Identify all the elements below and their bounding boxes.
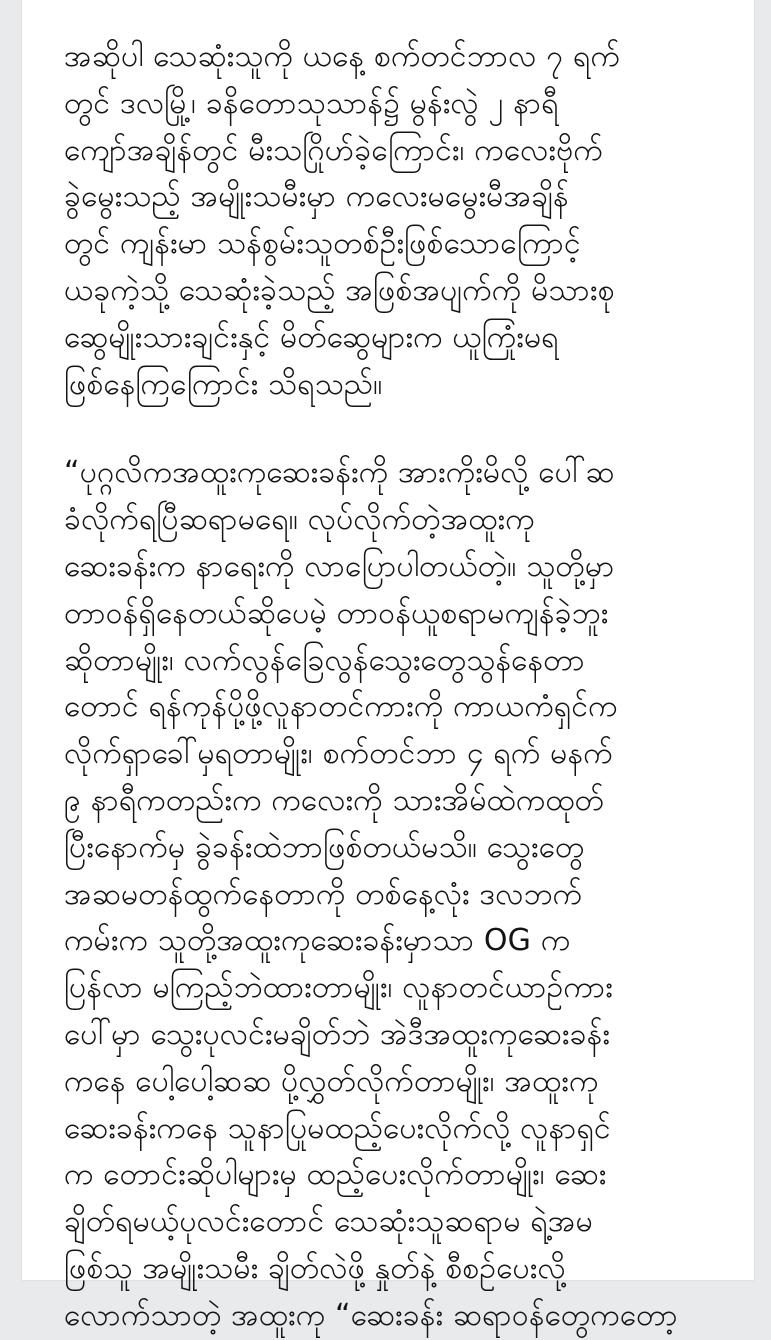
text-line: လောက်သာတဲ့ အထူးကု “ဆေးခန်း ဆရာဝန်တွေကတော့ bbox=[64, 1297, 678, 1333]
text-line: ကမ်းက သူတို့အထူးကုဆေးခန်းမှာသာ OG က bbox=[64, 923, 571, 959]
text-line: အဆမတန်ထွက်နေတာကို တစ်နေ့လုံး ဒလဘက် bbox=[64, 876, 583, 912]
text-line: လိုက်ရှာခေါ်မှရတာမျိုး၊ စက်တင်ဘာ ၄ ရက် မနက် bbox=[64, 736, 613, 772]
text-line: အဆိုပါ သေဆုံးသူကို ယနေ့ စက်တင်ဘာလ ၇ ရက် bbox=[64, 39, 621, 74]
text-line: က တောင်းဆိုပါများမှ ထည့်ပေးလိုက်တာမျိုး၊ ဆေး bbox=[64, 1157, 607, 1193]
text-line: ဆေးခန်းက နာရေးကို လာပြောပါတယ်တဲ့။ သူတို့မှာ bbox=[64, 548, 615, 584]
text-line: တွင် ကျန်းမာ သန်စွမ်းသူတစ်ဦးဖြစ်သောကြောင့် bbox=[64, 226, 581, 262]
paragraph-2 bbox=[64, 450, 744, 1339]
text-line: ယခုကဲ့သို့ သေဆုံးခဲ့သည့် အဖြစ်အပျက်ကို မိသားစု bbox=[64, 272, 615, 308]
text-line: ဆေးခန်းကနေ သူနာပြုမထည့်ပေးလိုက်လို့ လူနာရှင် bbox=[64, 1110, 611, 1146]
document-page bbox=[22, 0, 754, 1333]
text-line: “ပုဂ္ဂလိကအထူးကုဆေးခန်းကို အားကိုးမိလို့ ပေါ်ဆ bbox=[64, 455, 615, 491]
text-line: ပြန်လာ မကြည့်ဘဲထားတာမျိုး၊ လူနာတင်ယာဉ်ကား bbox=[64, 970, 613, 1006]
text-line: ပြီးနောက်မှ ခွဲခန်းထဲဘာဖြစ်တယ်မသိ။ သွေးတွေ bbox=[64, 829, 585, 865]
text-line: ကနေ ပေါ့ပေါ့ဆဆ ပို့လွှတ်လိုက်တာမျိုး၊ အထူးကု bbox=[64, 1063, 599, 1099]
text-line: ခံလိုက်ရပြီဆရာမရေ။ လုပ်လိုက်တဲ့အထူးကု bbox=[64, 502, 535, 538]
text-line: တောင် ရန်ကုန်ပို့ဖို့လူနာတင်ကားကို ကာယကံရှင်က bbox=[64, 689, 618, 725]
text-line: ဖြစ်သူ အမျိုးသမီး ချိတ်လဲဖို့ နှုတ်နဲ့ စီစဉ်ပေးလို့ bbox=[64, 1250, 566, 1286]
text-line: ချိတ်ရမယ့်ပုလင်းတောင် သေဆုံးသူဆရာမ ရဲ့အမ bbox=[64, 1204, 593, 1240]
text-line: ဖြစ်နေကြကြောင်း သိရသည်။ bbox=[64, 366, 383, 402]
text-line: ဆိုတာမျိုး၊ လက်လွန်ခြေလွန်သွေးတွေသွန်နေတာ bbox=[64, 642, 585, 678]
text-line: ၉ နာရီကတည်းက ကလေးကို သားအိမ်ထဲကထုတ် bbox=[64, 782, 605, 818]
paragraph-1 bbox=[64, 34, 744, 408]
text-line: ဆွေမျိုးသားချင်းနှင့် မိတ်ဆွေများက ယူကြုံးမရ bbox=[64, 319, 559, 355]
text-line: တာဝန်ရှိနေတယ်ဆိုပေမဲ့ တာဝန်ယူစရာမကျန်ခဲ့ဘူး bbox=[64, 595, 609, 631]
text-line: ပေါ်မှာ သွေးပုလင်းမချိတ်ဘဲ အဲဒီအထူးကုဆေးခန်း bbox=[64, 1016, 611, 1052]
text-line: ခွဲမွေးသည့် အမျိုးသမီးမှာ ကလေးမမွေးမီအချိန် bbox=[64, 179, 569, 215]
article-body bbox=[64, 34, 744, 1340]
text-line: တွင် ဒလမြို့၊ ခနိတောသုသာန်၌ မွန်းလွဲ ၂ နာရီ bbox=[64, 85, 559, 121]
text-line: ကျော်အချိန်တွင် မီးသဂြိုဟ်ခဲ့ကြောင်း၊ ကလေးဗိုက် bbox=[64, 132, 603, 168]
